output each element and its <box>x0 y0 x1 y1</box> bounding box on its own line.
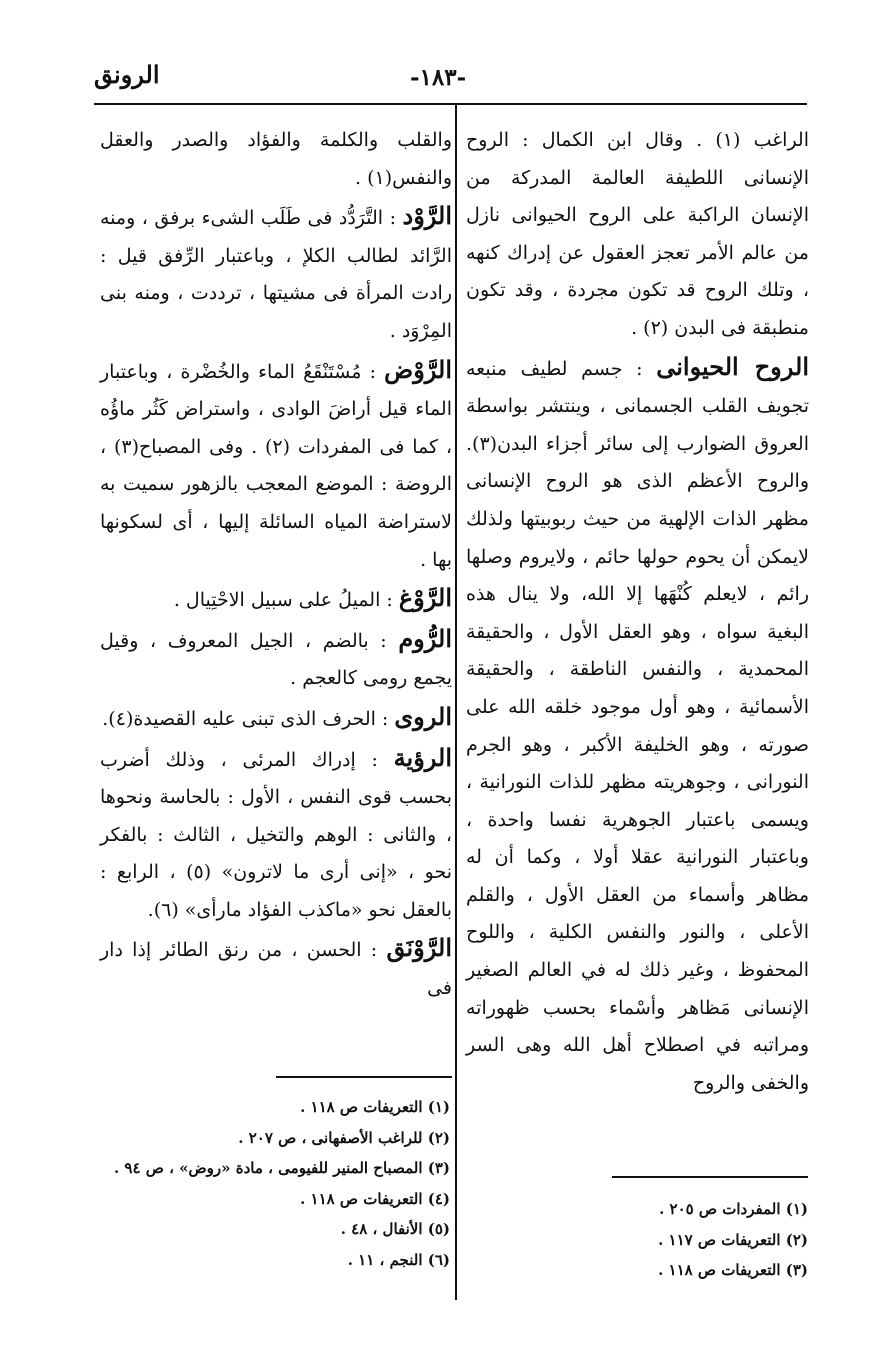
entry-term: الروح الحيوانى <box>656 351 809 381</box>
entry-term: الرَّوْد <box>402 201 453 231</box>
entry-definition: : الحرف الذى تبنى عليه القصيدة(٤). <box>102 707 389 730</box>
footnote: (١) المفردات ص ٢٠٥ . <box>659 1200 808 1218</box>
page-number: -١٨٣- <box>410 64 467 91</box>
footnote-rule-right <box>612 1176 808 1178</box>
right-column <box>466 122 809 1102</box>
entry-rawd-garden <box>100 351 452 580</box>
entry-rum <box>100 620 452 698</box>
footnote: (١) التعريفات ص ١١٨ . <box>300 1098 450 1116</box>
header-rule <box>94 103 807 105</box>
footnotes-left <box>104 1092 450 1275</box>
footnote: (٦) النجم ، ١١ . <box>347 1250 450 1269</box>
entry-term: الرَّوْنَق <box>386 933 452 963</box>
paragraph-continued: والقلب والكلمة والفؤاد والصدر والعقل والنفس(١) . <box>100 129 452 189</box>
entry-definition: : مُسْتَنْقَعُ الماء والخُضْرة ، وباعتبار الماء قيل أراضَ الوادى ، واستراض كَثُر ماؤُه ، كما فى المفردات (٢) . وفى المصباح(٣) ، الروضة : الموضع المعجب بالزهور سميت به لاستراضة المياه السائلة إليها ، أى لسكونها بها . <box>100 360 452 571</box>
entry-definition: : جسم لطيف منبعه تجويف القلب الجسمانى ، وينتشر بواسطة العروق الضوارب إلى سائر أجزاء البدن(٣). والروح الأعظم الذى هو الروح الإنسانى مظهر الذات الإلهية من حيث ربوبيتها ولذلك لايمكن أن يحوم حولها حائم ، ولايروم وصلها رائم ، لايعلم كُنْهَها إلا الله، ولا ينال هذه البغية سواه ، وهو العقل الأول ، والحقيقة المحمدية ، والنفس الناطقة ، والحقيقة الأسمائية ، وهو أول موجود خلقه الله على صورته ، وهو الخليفة الأكبر ، وهو الجرم النورانى ، وجوهريته مظهر للذات النورانية ، ويسمى باعتبار الجوهرية نفسا واحدة ، وباعتبار النورانية عقلا أولا ، وكما أن له مظاهر وأسماء من العقل الأول ، والقلم الأعلى ، والنور والنفس الكلية ، واللوح المحفوظ ، وغير ذلك له في العالم الصغير الإنسانى مَظاهر وأسْماء بحسب ظهوراته ومراتبه في اصطلاح أهل الله وهى السر والخفى والروح <box>466 357 809 1094</box>
entry-term: الرؤية <box>393 742 452 772</box>
entry-definition: : بالضم ، الجيل المعروف ، وقيل يجمع رومى كالعجم . <box>100 629 452 690</box>
footnotes-right <box>580 1194 808 1286</box>
footnote-rule-left <box>276 1076 452 1078</box>
footnote: (٥) الأنفال ، ٤٨ . <box>340 1220 450 1238</box>
entry-term: الرَّوْغ <box>398 583 452 613</box>
column-divider <box>455 104 457 1300</box>
paragraph-continued: الراغب (١) . وقال ابن الكمال : الروح الإنسانى اللطيفة العالمة المدركة من الإنسان الراكبة على الروح الحيوانى نازل من عالم الأمر تعجز العقول عن إدراك كنهه ، وتلك الروح قد تكون مجردة ، وقد تكون منطبقة فى البدن (٢) . <box>466 129 810 339</box>
entry-rawnaq <box>100 929 452 1007</box>
footnote: (٣) المصباح المنير للفيومى ، مادة «روض» ، ص ٩٤ . <box>113 1159 450 1177</box>
entry-rawgh <box>100 579 452 620</box>
entry-definition: : التَّرَدُّد فى طَلَب الشىء برفق ، ومنه الرَّائد لطالب الكلإ ، وباعتبار الرِّفق قيل : رادت المرأة فى مشيتها ، ترددت ، ومنه بنى المِرْوَد . <box>100 207 452 342</box>
entry-definition: : الحسن ، من رنق الطائر إذا دار فى <box>100 939 452 1000</box>
footnote: (٢) للراغب الأصفهانى ، ص ٢٠٧ . <box>238 1128 450 1147</box>
entry-definition: : الميلُ على سبيل الاحْتِيال . <box>173 589 393 612</box>
entry-rawd <box>100 197 452 350</box>
entry-ruh-hayawani <box>466 348 809 1103</box>
left-column <box>100 122 452 1008</box>
footnote: (٢) التعريفات ص ١١٧ . <box>658 1230 808 1249</box>
running-header-title: الرونق <box>94 60 160 89</box>
entry-term: الرُّوم <box>398 623 452 653</box>
entry-rawi <box>100 698 452 739</box>
footnote: (٣) التعريفات ص ١١٨ . <box>658 1261 808 1279</box>
footnote: (٤) التعريفات ص ١١٨ . <box>300 1189 450 1208</box>
entry-term: الرَّوْض <box>384 354 452 384</box>
entry-term: الروى <box>394 701 452 731</box>
entry-ruya <box>100 739 452 930</box>
entry-definition: : إدراك المرئى ، وذلك أضرب بحسب قوى النفس ، الأول : بالحاسة ونحوها ، والثانى : الوهم والتخيل ، الثالث : بالفكر نحو ، «إنى أرى ما لاترون» (٥) ، الرابع : بالعقل نحو «ماكذب الفؤاد مارأى» (٦). <box>100 748 452 921</box>
